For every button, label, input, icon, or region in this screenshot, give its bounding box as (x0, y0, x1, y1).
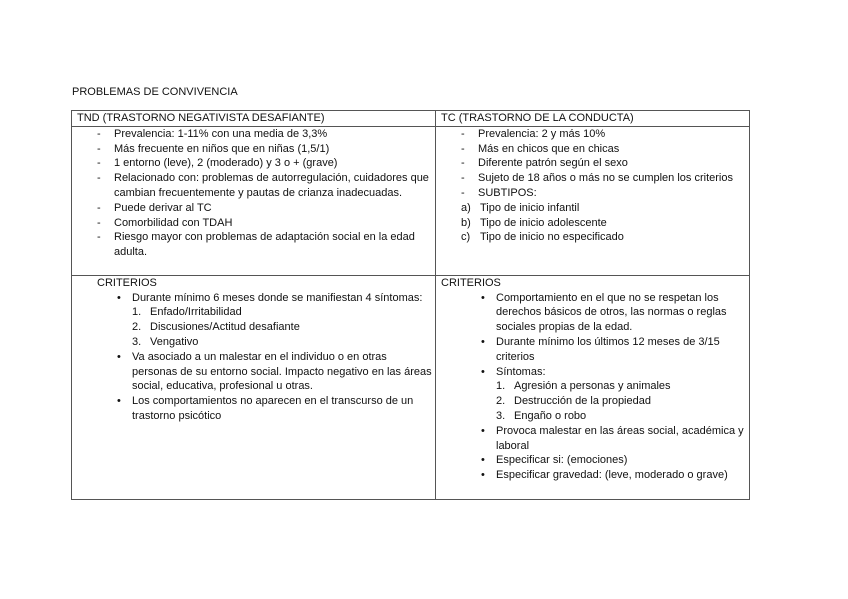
list-item: - Sujeto de 18 años o más no se cumplen los criterios (441, 171, 749, 186)
tc-criterios-label: CRITERIOS (441, 276, 501, 289)
tc-subtipos-list (441, 201, 749, 245)
tnd-sintomas-list (77, 305, 435, 349)
list-item: c) Tipo de inicio no especificado (461, 231, 624, 244)
list-item: - Comorbilidad con TDAH (77, 216, 435, 231)
tc-criterios-list (441, 291, 749, 483)
list-item: 3. Engaño o robo (496, 409, 587, 422)
comparison-table (71, 110, 750, 500)
list-item: - Prevalencia: 2 y más 10% (441, 127, 749, 142)
list-item: - Relacionado con: problemas de autorregulación, cuidadores que cambian frecuentemente y pautas de crianza inadecuadas. (77, 171, 435, 201)
list-item: • Provoca malestar en las áreas social, académica y laboral (481, 424, 744, 452)
tc-header: TC (TRASTORNO DE LA CONDUCTA) (436, 111, 750, 127)
list-item: • Especificar si: (emociones) (481, 454, 628, 467)
list-item: - Más frecuente en niños que en niñas (1,5/1) (77, 142, 435, 157)
tnd-criterios-cell (72, 275, 436, 499)
tc-criterios-cell (436, 275, 750, 499)
list-item: a) Tipo de inicio infantil (461, 201, 580, 214)
list-item: - Puede derivar al TC (77, 201, 435, 216)
list-item: 1. Enfado/Irritabilidad (132, 306, 242, 319)
list-item: - Más en chicos que en chicas (441, 142, 749, 157)
tnd-header: TND (TRASTORNO NEGATIVISTA DESAFIANTE) (72, 111, 436, 127)
list-item: • Comportamiento en el que no se respetan los derechos básicos de otros, las normas o reglas sociales propias de la edad. (481, 291, 727, 334)
tc-sintomas-list (441, 379, 749, 423)
list-item: 2. Destrucción de la propiedad (496, 395, 651, 408)
tc-details-list (441, 127, 749, 201)
list-item: - 1 entorno (leve), 2 (moderado) y 3 o + (grave) (77, 156, 435, 171)
list-item: • Síntomas: 1. Agresión a personas y animales 2. Destrucción de la propiedad 3. Engaño o robo (441, 365, 749, 424)
list-item: • Los comportamientos no aparecen en el transcurso de un trastorno psicótico (117, 395, 414, 422)
list-item: - Prevalencia: 1-11% con una media de 3,3% (77, 127, 435, 142)
list-item: - Diferente patrón según el sexo (441, 156, 749, 171)
list-item: b) Tipo de inicio adolescente (461, 216, 607, 229)
list-item: - Riesgo mayor con problemas de adaptación social en la edad adulta. (77, 230, 435, 260)
tnd-details-list (77, 127, 435, 260)
tc-details-cell (436, 126, 750, 275)
tnd-criterios-label: CRITERIOS (97, 276, 157, 289)
list-item: 2. Discusiones/Actitud desafiante (132, 321, 300, 334)
list-item: • Durante mínimo 6 meses donde se manifiestan 4 síntomas: 1. Enfado/Irritabilidad 2. Discusiones/Actitud desafiante 3. Vengativo (77, 291, 435, 350)
page-title: PROBLEMAS DE CONVIVENCIA (72, 86, 238, 98)
tnd-criterios-list (77, 291, 435, 424)
list-item: - SUBTIPOS: (441, 186, 749, 201)
list-item: • Durante mínimo los últimos 12 meses de 3/15 criterios (481, 335, 720, 363)
tnd-details-cell (72, 126, 436, 275)
list-item: 3. Vengativo (132, 335, 199, 348)
list-item: • Especificar gravedad: (leve, moderado o grave) (481, 469, 728, 482)
list-item: • Va asociado a un malestar en el individuo o en otras personas de su entorno social. Impacto negativo en las áreas social, educativa, profesional u otras. (117, 350, 432, 393)
list-item: 1. Agresión a personas y animales (496, 380, 671, 393)
